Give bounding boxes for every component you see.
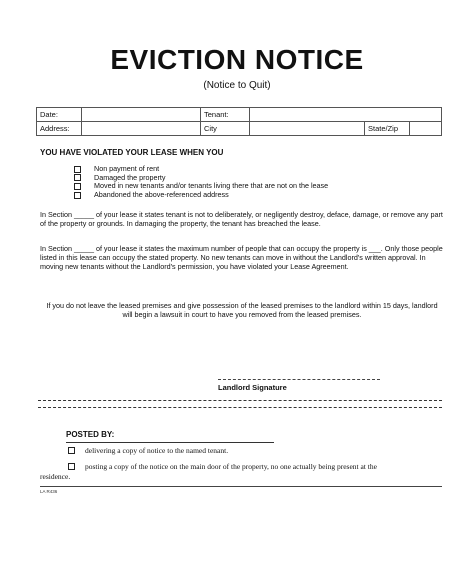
violation-label: Non payment of rent [94,164,160,173]
document-subtitle: (Notice to Quit) [203,80,271,91]
checkbox[interactable] [74,192,81,199]
city-label: City [201,122,250,136]
posted-option-continuation: residence. [40,472,71,481]
info-row-date [37,108,442,122]
posted-option-label: posting a copy of the notice on the main door of the property, no one actually being present at the [85,462,377,471]
checkbox[interactable] [74,183,81,190]
checkbox[interactable] [74,174,81,181]
posted-option-door [68,462,377,471]
form-code: LA R436 [40,489,58,494]
tenant-field[interactable] [250,108,442,122]
checkbox[interactable] [74,166,81,173]
bottom-rule [40,486,442,487]
date-field[interactable] [82,108,201,122]
lawsuit-paragraph: If you do not leave the leased premises and give possession of the leased premises to the landlord within 15 days, landlord will begin a lawsuit in court to have you removed from the leased premises. [46,301,438,319]
tenant-info-table [36,107,442,136]
posted-option-deliver [68,446,228,455]
tenant-label: Tenant: [201,108,250,122]
checkbox[interactable] [68,463,75,470]
date-label: Date: [37,108,82,122]
signature-line[interactable] [218,379,380,380]
signature-label: Landlord Signature [218,383,287,392]
violation-checklist [74,165,328,199]
occupancy-paragraph: In Section _____ of your lease it states the maximum number of people that can occupy the property is ___. Only those people listed in this lease can occupy the stated property. No new tenants can move in without the Landlord's written approval. In moving new tenants without the Landlord's permission, you have violated your Lease Agreement. [40,244,443,271]
posted-option-label: delivering a copy of notice to the named tenant. [85,446,229,455]
violation-label: Damaged the property [94,172,166,182]
divider-line [38,400,442,401]
state-zip-label: State/Zip [365,122,410,136]
checkbox[interactable] [68,447,75,454]
address-label: Address: [37,122,82,136]
damage-paragraph: In Section _____ of your lease it states tenant is not to deliberately, or negligently destroy, deface, damage, or remove any part of the property or grounds. In damaging the property, the tenant has breached the lease. [40,210,443,228]
divider-line [38,407,442,408]
posted-by-underline [66,442,274,443]
violation-item [74,191,328,200]
document-title: EVICTION NOTICE [110,44,364,75]
posted-by-label: POSTED BY: [66,430,115,439]
info-row-address [37,122,442,136]
violation-label: Abandoned the above-referenced address [94,189,229,199]
state-zip-field[interactable] [410,122,442,136]
violation-label: Moved in new tenants and/or tenants living there that are not on the lease [94,181,329,191]
violation-heading: YOU HAVE VIOLATED YOUR LEASE WHEN YOU [40,148,224,157]
address-field[interactable] [82,122,201,136]
city-field[interactable] [250,122,365,136]
